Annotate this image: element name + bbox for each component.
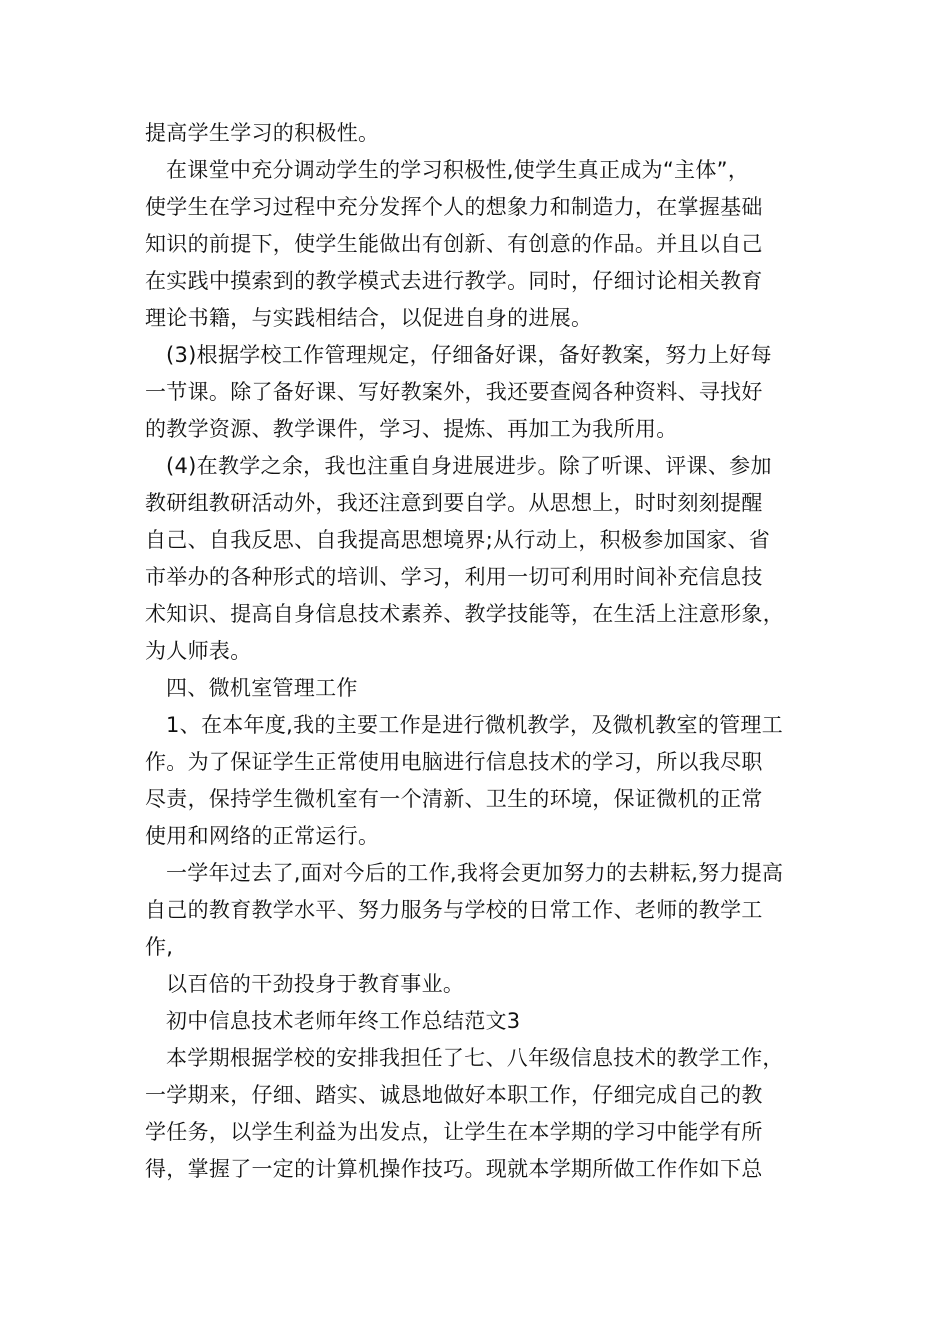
text-line: 得，掌握了一定的计算机操作技巧。现就本学期所做工作作如下总 <box>145 1157 763 1181</box>
text-line: 知识的前提下，使学生能做出有创新、有创意的作品。并且以自己 <box>145 232 763 256</box>
text-line: 在课堂中充分调动学生的学习积极性,使学生真正成为“主体”， <box>166 158 750 182</box>
text-line: 本学期根据学校的安排我担任了七、八年级信息技术的教学工作， <box>166 1046 784 1070</box>
text-line: 教研组教研活动外，我还注意到要自学。从思想上，时时刻刻提醒 <box>145 491 763 515</box>
text-line: 在实践中摸索到的教学模式去进行教学。同时，仔细讨论相关教育 <box>145 269 763 293</box>
text-line: 学任务，以学生利益为出发点，让学生在本学期的学习中能学有所 <box>145 1120 763 1144</box>
text-line: 作。为了保证学生正常使用电脑进行信息技术的学习，所以我尽职 <box>145 750 763 774</box>
text-line: 初中信息技术老师年终工作总结范文3 <box>166 1009 521 1033</box>
text-line: 作, <box>145 935 174 959</box>
text-line: 的教学资源、教学课件，学习、提炼、再加工为我所用。 <box>145 417 678 441</box>
text-line: 市举办的各种形式的培训、学习，利用一切可利用时间补充信息技 <box>145 565 763 589</box>
text-line: (4)在教学之余，我也注重自身进展进步。除了听课、评课、参加 <box>166 454 772 478</box>
text-line: 一学年过去了,面对今后的工作,我将会更加努力的去耕耘,努力提高 <box>166 861 784 885</box>
text-line: 使用和网络的正常运行。 <box>145 824 380 848</box>
text-line: 1、在本年度,我的主要工作是进行微机教学，及微机教室的管理工 <box>166 713 784 737</box>
text-line: 术知识、提高自身信息技术素养、教学技能等，在生活上注意形象， <box>145 602 784 626</box>
text-line: 自己的教育教学水平、努力服务与学校的日常工作、老师的教学工 <box>145 898 763 922</box>
text-line: 四、微机室管理工作 <box>166 676 358 700</box>
text-line: 使学生在学习过程中充分发挥个人的想象力和制造力，在掌握基础 <box>145 195 763 219</box>
text-line: 为人师表。 <box>145 639 252 663</box>
text-line: (3)根据学校工作管理规定，仔细备好课，备好教案，努力上好每 <box>166 343 772 367</box>
text-line: 以百倍的干劲投身于教育事业。 <box>166 972 465 996</box>
text-line: 一学期来，仔细、踏实、诚恳地做好本职工作，仔细完成自己的教 <box>145 1083 763 1107</box>
text-line: 自己、自我反思、自我提高思想境界;从行动上，积极参加国家、省 <box>145 528 771 552</box>
text-line: 一节课。除了备好课、写好教案外，我还要查阅各种资料、寻找好 <box>145 380 763 404</box>
document-body <box>145 115 825 1188</box>
text-line: 提高学生学习的积极性。 <box>145 121 380 145</box>
text-line: 理论书籍，与实践相结合，以促进自身的进展。 <box>145 306 593 330</box>
text-line: 尽责，保持学生微机室有一个清新、卫生的环境，保证微机的正常 <box>145 787 763 811</box>
